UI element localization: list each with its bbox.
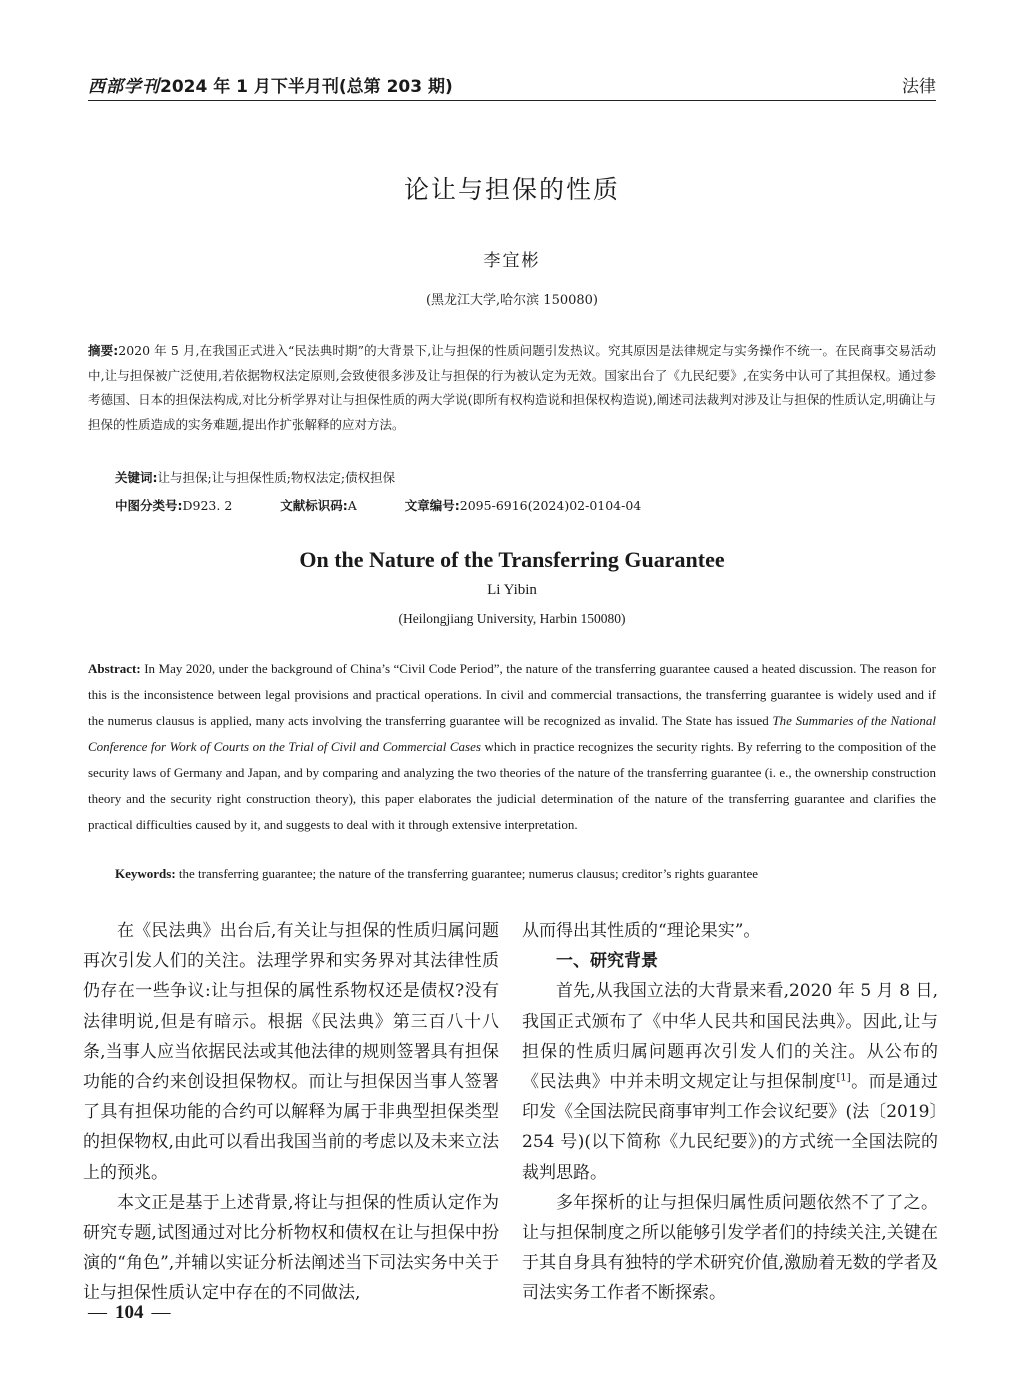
- keywords-cn: [115, 468, 395, 486]
- author-name: 李宜彬: [483, 251, 541, 271]
- abstract-en-part1: In May 2020, under the background of China’s “Civil Code Period”, the nature of the transferring guarantee caused a heated discussion. The reason for this is the inconsistence between legal provisions and practical operations. In civil and commercial transactions, the transferring guarantee is widely used and if the numerus clausus is applied, many acts involving the transferring guarantee will be recognized as invalid. The State has issued: [88, 661, 936, 728]
- body-paragraph: 从而得出其性质的“理论果实”。: [522, 921, 761, 941]
- abstract-en-label: Abstract:: [88, 661, 141, 676]
- section-heading: 一、研究背景: [556, 951, 658, 972]
- journal-logo: 西部学刊: [88, 77, 160, 97]
- doc-label: 文献标识码:: [280, 498, 348, 513]
- article-title: 论让与担保的性质: [403, 175, 620, 204]
- english-title: On the Nature of the Transferring Guarantee: [299, 547, 725, 572]
- abstract-cn-label: 摘要:: [88, 343, 119, 358]
- keywords-en-label: Keywords:: [115, 866, 176, 881]
- body-right-column: [522, 916, 938, 1309]
- english-affiliation: (Heilongjiang University, Harbin 150080): [398, 611, 626, 626]
- doc-value: A: [347, 498, 357, 513]
- english-author: Li Yibin: [487, 582, 537, 598]
- article-value: 2095-6916(2024)02-0104-04: [459, 498, 642, 513]
- abstract-en-italic: The Summaries of the National Conference for Work of Courts on the Trial of Civil and Commercial Cases: [88, 713, 937, 754]
- body-paragraph: [522, 976, 938, 1187]
- clc-number: [115, 498, 232, 513]
- keywords-en: [115, 866, 758, 882]
- running-header: [88, 70, 936, 101]
- citation-ref: [1]: [836, 1072, 851, 1084]
- body-left-column: [83, 916, 499, 1309]
- keywords-cn-text: 让与担保;让与担保性质;物权法定;债权担保: [157, 470, 396, 485]
- body-text: 。而是通过印发《全国法院民商事审判工作会议纪要》(法〔2019〕254 号)(以下简称《九民纪要》)的方式统一全国法院的裁判思路。: [522, 1072, 939, 1183]
- body-text: 首先,从我国立法的大背景来看,2020 年 5 月 8 日,我国正式颁布了《中华人民共和国民法典》。因此,让与担保的性质归属问题再次引发人们的关注。从公布的《民法典》中并未明文规定让与担保制度: [522, 981, 938, 1093]
- body-paragraph: 本文正是基于上述背景,将让与担保的性质认定作为研究专题,试图通过对比分析物权和债权在让与担保中扮演的“角色”,并辅以实证分析法阐述当下司法实务中关于让与担保性质认定中存在的不同做法,: [83, 1192, 499, 1304]
- issue-label: 2024 年 1 月下半月刊(总第 203 期): [160, 77, 453, 97]
- body-paragraph: 在《民法典》出台后,有关让与担保的性质归属问题再次引发人们的关注。法理学界和实务界对其法律性质仍存在一些争议:让与担保的属性系物权还是债权?没有法律明说,但是有暗示。根据《民法典》第三百八十八条,当事人应当依据民法或其他法律的规则签署具有担保功能的合约来创设担保物权。而让与担保因当事人签署了具有担保功能的合约可以解释为属于非典型担保类型的担保物权,由此可以看出我国当前的考虑以及未来立法上的预兆。: [83, 921, 499, 1183]
- abstract-en-part2: which in practice recognizes the security rights. By referring to the composition of the security laws of Germany and Japan, and by comparing and analyzing the two theories of the nature of the transferring guarantee (i. e., the ownership construction theory and the security right construction theory), this paper elaborates the judicial determination of the nature of the transferring guarantee and clarifies the practical difficulties caused by it, and suggests to deal with it through extensive interpretation.: [88, 739, 936, 832]
- keywords-cn-label: 关键词:: [115, 470, 158, 485]
- article-label: 文章编号:: [404, 498, 460, 513]
- keywords-en-text: the transferring guarantee; the nature of the transferring guarantee; numerus clausus; creditor’s rights guarantee: [178, 866, 759, 881]
- page-number-value: 104: [115, 1302, 144, 1323]
- abstract-cn: [88, 339, 936, 437]
- article-number: [405, 498, 641, 513]
- journal-issue: [88, 72, 453, 97]
- clc-value: D923. 2: [182, 498, 233, 513]
- abstract-cn-text: 2020 年 5 月,在我国正式进入“民法典时期”的大背景下,让与担保的性质问题引发热议。究其原因是法律规定与实务操作不统一。在民商事交易活动中,让与担保被广泛使用,若依据物权法定原则,会致使很多涉及让与担保的行为被认定为无效。国家出台了《九民纪要》,在实务中认可了其担保权。通过参考德国、日本的担保法构成,对比分析学界对让与担保性质的两大学说(即所有权构造说和担保权构造说),阐述司法裁判对涉及让与担保的性质认定,明确让与担保的性质造成的实务难题,提出作扩张解释的应对方法。: [88, 343, 937, 432]
- doc-code: [280, 498, 357, 513]
- page-number: — 104 —: [88, 1302, 171, 1323]
- body-paragraph: 多年探析的让与担保归属性质问题依然不了了之。让与担保制度之所以能够引发学者们的持续关注,关键在于其自身具有独特的学术研究价值,激励着无数的学者及司法实务工作者不断探索。: [522, 1192, 938, 1304]
- abstract-en: [88, 656, 936, 838]
- affiliation: (黑龙江大学,哈尔滨 150080): [425, 293, 599, 308]
- section-label: 法律: [902, 77, 936, 97]
- clc-label: 中图分类号:: [115, 498, 183, 513]
- article-meta: [115, 496, 685, 514]
